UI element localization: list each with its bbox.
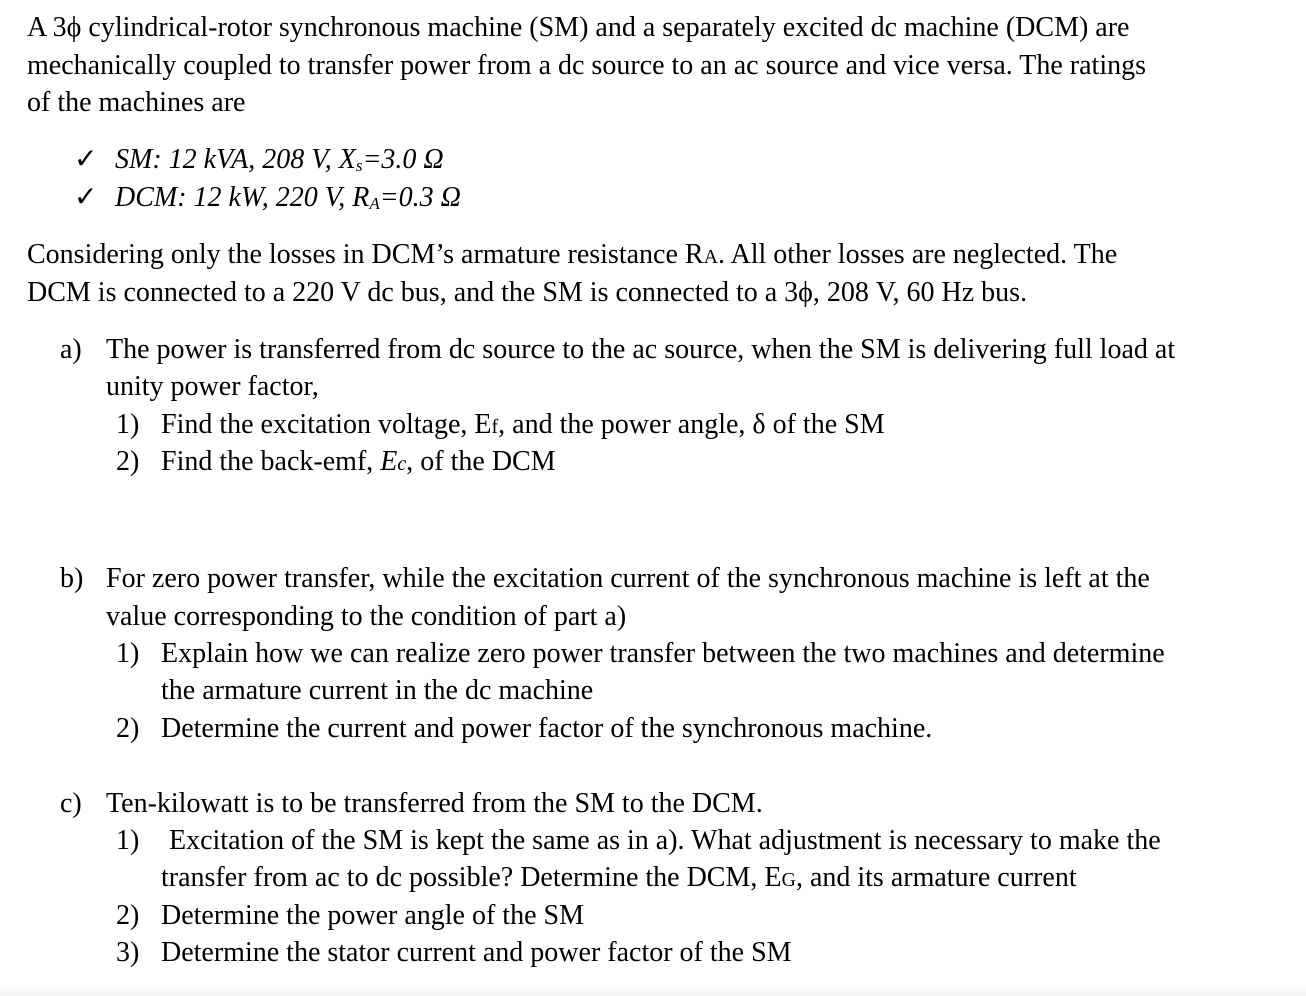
part-c-q1-number: 1) [116,825,140,856]
part-a-label: a) [60,334,82,365]
part-a-line-2: unity power factor, [106,371,319,402]
dcm-rating-head: DCM: 12 kW, 220 V, R [115,182,370,213]
part-a-q2-number: 2) [116,446,140,477]
part-c-q1-text: , and its armature current [795,862,1077,893]
part-b-line-1: For zero power transfer, while the excitation current of the synchronous machine is left at the [106,563,1150,594]
sm-rating [115,142,444,184]
part-b-q1-number: 1) [116,638,140,669]
part-b-label: b) [60,563,84,594]
part-c-q2-number: 2) [116,900,140,931]
part-a-q2 [161,444,556,482]
part-c-q2: Determine the power angle of the SM [161,900,584,931]
assumptions-text: . All other losses are neglected. The [718,239,1118,270]
ef-subscript: f [491,416,499,438]
ec-subscript: c [397,453,407,475]
dcm-rating [115,180,461,222]
intro-line-3: of the machines are [27,87,246,118]
part-a-q1-text: Find the excitation voltage, E [161,409,492,440]
part-b-line-2: value corresponding to the condition of part a) [106,601,627,632]
part-b-q2-number: 2) [116,713,140,744]
intro-line-1: A 3ϕ cylindrical-rotor synchronous machine (SM) and a separately excited dc machine (DCM) are [27,12,1130,43]
dcm-rating-sub: A [369,194,380,213]
check-icon: ✓ [74,144,98,175]
part-b-q1-line-1: Explain how we can realize zero power transfer between the two machines and determine [161,638,1165,669]
dcm-rating-tail: =0.3 Ω [379,182,461,213]
part-a-q2-text: , of the DCM [406,446,556,477]
part-a-line-1: The power is transferred from dc source to the ac source, when the SM is delivering full load at [106,334,1176,365]
part-a-q1-number: 1) [116,409,140,440]
assumptions-text: Considering only the losses in DCM’s armature resistance R [27,239,704,270]
part-c-q3: Determine the stator current and power factor of the SM [161,937,792,968]
part-c-q1-line-2 [161,860,1077,898]
part-c-q3-number: 3) [116,937,140,968]
part-a-q2-text: Find the back-emf, [161,446,381,477]
check-icon: ✓ [74,182,98,213]
sm-rating-tail: =3.0 Ω [362,144,444,175]
part-b-q1-line-2: the armature current in the dc machine [161,675,594,706]
eg-subscript: G [781,869,796,891]
part-c-q1-text: transfer from ac to dc possible? Determine the DCM, E [161,862,782,893]
intro-line-2: mechanically coupled to transfer power from a dc source to an ac source and vice versa. The ratings [27,50,1147,81]
part-c-line-1: Ten-kilowatt is to be transferred from the SM to the DCM. [106,788,763,819]
sm-rating-sub: s [355,156,363,175]
assumptions-line-2: DCM is connected to a 220 V dc bus, and the SM is connected to a 3ϕ, 208 V, 60 Hz bus. [27,277,1028,308]
part-a-q1-text: , and the power angle, δ of the SM [498,409,885,440]
page-bottom-edge [0,984,1306,996]
part-a-q1 [161,407,885,445]
ra-subscript: A [703,246,719,268]
assumptions-line-1 [27,237,1117,275]
ec-symbol: E [380,446,398,477]
part-c-q1-line-1: Excitation of the SM is kept the same as in a). What adjustment is necessary to make the [169,825,1161,856]
part-b-q2: Determine the current and power factor of the synchronous machine. [161,713,933,744]
sm-rating-head: SM: 12 kVA, 208 V, X [115,144,356,175]
part-c-label: c) [60,788,82,819]
